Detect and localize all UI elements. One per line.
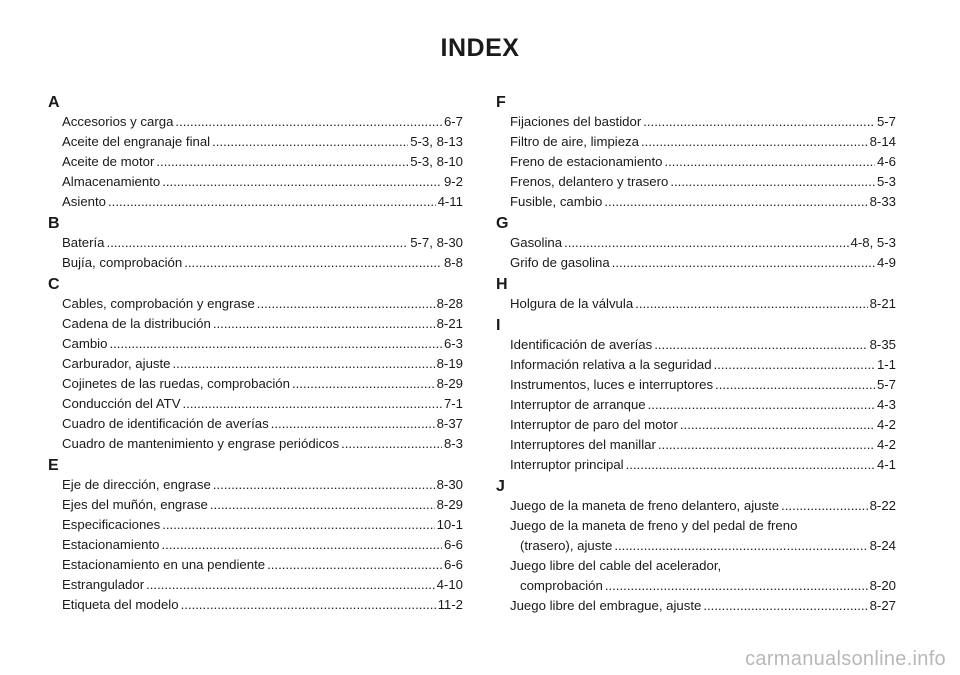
leader-dots — [641, 132, 868, 152]
leader-dots — [604, 192, 867, 212]
leader-dots — [162, 535, 442, 555]
index-entry-page: 8-20 — [869, 578, 896, 593]
leader-dots — [564, 233, 848, 253]
leader-dots — [643, 112, 875, 132]
index-entry — [496, 253, 896, 273]
index-entry — [496, 152, 896, 172]
leader-dots — [173, 354, 435, 374]
index-entry-page: 8-21 — [436, 316, 463, 331]
index-entry — [496, 335, 896, 355]
index-entry — [48, 515, 463, 535]
index-entry — [48, 354, 463, 374]
index-entry-text: Cuadro de identificación de averías — [62, 416, 269, 431]
index-entry-page: 9-2 — [443, 174, 463, 189]
index-entry-page: 10-1 — [436, 517, 463, 532]
index-entry-text: Filtro de aire, limpieza — [510, 134, 639, 149]
leader-dots — [341, 434, 442, 454]
index-letter-heading: J — [496, 478, 505, 495]
index-entry-page: 8-21 — [869, 296, 896, 311]
leader-dots — [146, 575, 434, 595]
index-entry — [48, 595, 463, 615]
index-entry — [496, 375, 896, 395]
page-title: INDEX — [440, 34, 520, 62]
index-entry — [496, 576, 896, 596]
index-entry — [496, 233, 896, 253]
index-entry-page: 8-28 — [436, 296, 463, 311]
index-entry-page: 4-8, 5-3 — [850, 235, 896, 250]
leader-dots — [107, 233, 409, 253]
index-entry — [48, 555, 463, 575]
index-entry-page: 6-3 — [443, 336, 463, 351]
leader-dots — [658, 435, 875, 455]
index-entry — [48, 314, 463, 334]
index-entry — [48, 233, 463, 253]
index-entry — [48, 414, 463, 434]
index-entry-page: 1-1 — [876, 357, 896, 372]
index-entry — [48, 253, 463, 273]
index-entry-text: Estacionamiento en una pendiente — [62, 557, 266, 572]
leader-dots — [626, 455, 875, 475]
leader-dots — [213, 314, 435, 334]
index-entry — [48, 132, 463, 152]
leader-dots — [184, 253, 442, 273]
index-entry-text: Batería — [62, 235, 105, 250]
index-entry-text: Gasolina — [510, 235, 563, 250]
index-entry — [48, 434, 463, 454]
index-entry-page: 11-2 — [437, 597, 463, 612]
index-entry-text: Conducción del ATV — [62, 396, 181, 411]
index-entry-page: 8-8 — [443, 255, 463, 270]
index-column-right — [496, 91, 896, 616]
index-entry-page: 8-35 — [869, 337, 896, 352]
index-entry-text: Instrumentos, luces e interruptores — [510, 377, 714, 392]
leader-dots — [614, 536, 867, 556]
index-entry-page: 4-10 — [436, 577, 463, 592]
index-entry — [496, 435, 896, 455]
leader-dots — [271, 414, 435, 434]
index-entry — [496, 294, 896, 314]
index-entry — [48, 334, 463, 354]
leader-dots — [162, 515, 434, 535]
index-entry-text: Interruptor principal — [510, 457, 624, 472]
index-entry-page: 6-6 — [443, 537, 463, 552]
index-entry-text: Identificación de averías — [510, 337, 653, 352]
leader-dots — [680, 415, 875, 435]
index-letter-heading: B — [48, 215, 60, 232]
index-entry-text: Etiqueta del modelo — [62, 597, 179, 612]
index-entry — [496, 496, 896, 516]
leader-dots — [635, 294, 867, 314]
index-entry-text: Interruptor de paro del motor — [510, 417, 678, 432]
index-entry — [496, 132, 896, 152]
index-entry-text: Estacionamiento — [62, 537, 160, 552]
index-entry — [496, 536, 896, 556]
index-entry-page: 8-30 — [436, 477, 463, 492]
index-entry — [48, 172, 463, 192]
index-entry-text: Aceite del engranaje final — [62, 134, 211, 149]
leader-dots — [670, 172, 875, 192]
index-entry-text: Cuadro de mantenimiento y engrase periódicos — [62, 436, 340, 451]
index-entry-continuation: comprobación — [520, 578, 603, 593]
index-entry — [48, 192, 463, 212]
index-entry-page: 8-24 — [869, 538, 896, 553]
index-letter-heading: F — [496, 94, 506, 111]
index-letter-heading: E — [48, 457, 59, 474]
index-entry-text: Interruptores del manillar — [510, 437, 656, 452]
leader-dots — [162, 172, 442, 192]
watermark: carmanualsonline.info — [745, 648, 946, 670]
leader-dots — [183, 394, 442, 414]
index-entry — [48, 294, 463, 314]
index-entry-text: Interruptor de arranque — [510, 397, 646, 412]
index-entry-text: Especificaciones — [62, 517, 161, 532]
index-entry — [48, 394, 463, 414]
index-entry-page: 5-7 — [876, 377, 896, 392]
index-entry — [48, 112, 463, 132]
leader-dots — [781, 496, 868, 516]
index-entry-page: 5-3 — [876, 174, 896, 189]
index-entry — [48, 535, 463, 555]
index-entry-text: Asiento — [62, 194, 106, 209]
index-entry — [496, 172, 896, 192]
leader-dots — [181, 595, 436, 615]
index-entry-page: 8-29 — [436, 376, 463, 391]
index-entry-page: 6-6 — [443, 557, 463, 572]
index-entry-page: 4-9 — [876, 255, 896, 270]
index-entry-text: Carburador, ajuste — [62, 356, 171, 371]
index-entry — [496, 192, 896, 212]
index-entry-text: Fijaciones del bastidor — [510, 114, 642, 129]
index-entry-text: Freno de estacionamiento — [510, 154, 663, 169]
index-entry — [496, 455, 896, 475]
leader-dots — [292, 374, 435, 394]
leader-dots — [703, 596, 867, 616]
index-entry-text: Frenos, delantero y trasero — [510, 174, 669, 189]
index-letter-heading: C — [48, 276, 60, 293]
index-entry — [48, 152, 463, 172]
index-letter-heading: G — [496, 215, 509, 232]
index-entry-page: 6-7 — [443, 114, 463, 129]
index-entry-page: 8-33 — [869, 194, 896, 209]
index-entry-text: Eje de dirección, engrase — [62, 477, 211, 492]
leader-dots — [648, 395, 875, 415]
index-entry-text: Estrangulador — [62, 577, 145, 592]
index-entry-page: 5-7, 8-30 — [410, 235, 463, 250]
leader-dots — [612, 253, 875, 273]
index-entry-continuation: (trasero), ajuste — [520, 538, 613, 553]
leader-dots — [156, 152, 408, 172]
leader-dots — [605, 576, 868, 596]
index-entry-text: Bujía, comprobación — [62, 255, 183, 270]
index-entry — [496, 596, 896, 616]
index-entry-text: Cambio — [62, 336, 108, 351]
index-entry-text: Ejes del muñón, engrase — [62, 497, 208, 512]
leader-dots — [714, 355, 875, 375]
index-entry-page: 4-2 — [876, 417, 896, 432]
index-entry-text: Juego de la maneta de freno y del pedal de freno — [510, 518, 798, 533]
index-letter-heading: I — [496, 317, 501, 334]
leader-dots — [108, 192, 436, 212]
leader-dots — [213, 475, 435, 495]
index-entry — [496, 112, 896, 132]
index-entry-page: 4-6 — [876, 154, 896, 169]
index-letter-heading: H — [496, 276, 508, 293]
index-entry-text: Cojinetes de las ruedas, comprobación — [62, 376, 290, 391]
leader-dots — [715, 375, 875, 395]
leader-dots — [210, 495, 435, 515]
leader-dots — [664, 152, 874, 172]
index-entry — [496, 395, 896, 415]
index-entry-page: 5-7 — [876, 114, 896, 129]
index-entry-page: 4-2 — [876, 437, 896, 452]
index-entry-text: Grifo de gasolina — [510, 255, 610, 270]
index-entry — [48, 475, 463, 495]
leader-dots — [267, 555, 442, 575]
leader-dots — [257, 294, 435, 314]
index-entry — [496, 355, 896, 375]
index-entry-page: 5-3, 8-10 — [410, 154, 463, 169]
leader-dots — [654, 335, 867, 355]
index-entry-text: Accesorios y carga — [62, 114, 174, 129]
index-entry-text: Juego de la maneta de freno delantero, ajuste — [510, 498, 780, 513]
index-entry-text: Juego libre del embrague, ajuste — [510, 598, 702, 613]
index-entry-text: Juego libre del cable del acelerador, — [510, 558, 722, 573]
index-entry-text: Información relativa a la seguridad — [510, 357, 712, 372]
leader-dots — [109, 334, 441, 354]
index-entry-text: Holgura de la válvula — [510, 296, 634, 311]
index-entry-page: 8-22 — [869, 498, 896, 513]
index-entry-page: 8-19 — [436, 356, 463, 371]
index-entry-page: 8-3 — [443, 436, 463, 451]
index-letter-heading: A — [48, 94, 60, 111]
index-column-left — [48, 91, 463, 615]
index-entry-text: Almacenamiento — [62, 174, 161, 189]
index-entry-text: Fusible, cambio — [510, 194, 603, 209]
index-entry-page: 7-1 — [443, 396, 463, 411]
index-entry-page: 8-27 — [869, 598, 896, 613]
index-entry — [496, 415, 896, 435]
index-entry-page: 4-1 — [876, 457, 896, 472]
leader-dots — [175, 112, 442, 132]
index-entry — [48, 495, 463, 515]
index-entry-text: Cadena de la distribución — [62, 316, 211, 331]
index-entry-page: 8-37 — [436, 416, 463, 431]
index-entry — [48, 374, 463, 394]
leader-dots — [212, 132, 408, 152]
index-entry-page: 8-29 — [436, 497, 463, 512]
index-entry — [48, 575, 463, 595]
index-entry-text: Aceite de motor — [62, 154, 155, 169]
index-entry-page: 4-11 — [437, 194, 463, 209]
index-entry-page: 8-14 — [869, 134, 896, 149]
index-entry-text: Cables, comprobación y engrase — [62, 296, 255, 311]
index-entry-page: 5-3, 8-13 — [410, 134, 463, 149]
index-entry-page: 4-3 — [876, 397, 896, 412]
